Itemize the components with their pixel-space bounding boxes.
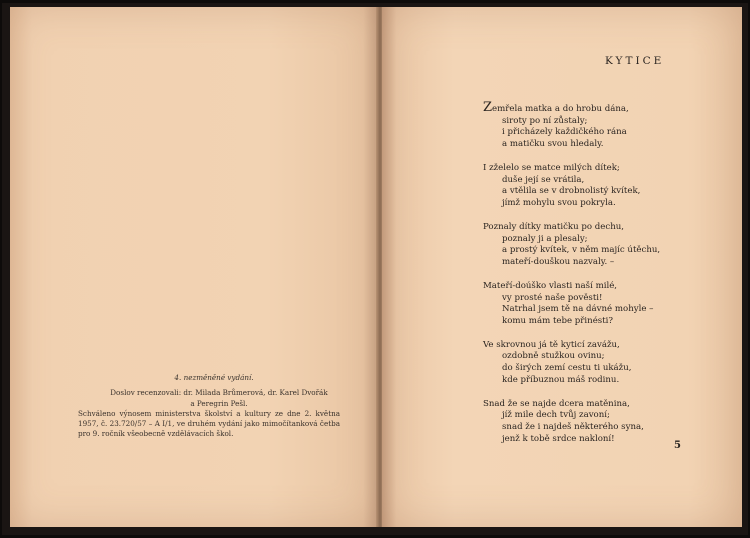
verse-line: jíž mile dech tvůj zavoní; [502, 410, 610, 421]
verse-line: Snad že se najde dcera matěnina, [483, 398, 630, 409]
verse-line: siroty po ní zůstaly; [502, 115, 588, 126]
verse-line: jenž k tobě srdce nakloní! [502, 433, 615, 444]
verse-line: komu mám tebe přinésti? [502, 315, 614, 326]
verse-line: Ve skrovnou já tě kyticí zavážu, [483, 339, 620, 350]
verse-line: do širých zemí cestu ti ukážu, [502, 363, 632, 374]
verse-line: mateří-douškou nazvaly. – [502, 256, 615, 267]
verse-line: Mateří-doúško vlasti naší milé, [483, 280, 618, 291]
stanza [483, 281, 713, 327]
verse-line: kde příbuznou máš rodinu. [502, 374, 620, 385]
verse-line: jímž mohylu svou pokryla. [502, 197, 616, 208]
verse-line: I zželelo se matce milých dítek; [483, 162, 620, 173]
verse-line: a prostý kvítek, v něm majíc útěchu, [502, 245, 661, 256]
stanza [483, 399, 713, 445]
reviewers-line: Doslov recenzovali: dr. Milada Brůmerová, dr. Karel Dvořák [110, 388, 328, 398]
page-title: KYTICE [605, 55, 665, 67]
verse-line: ozdobně stužkou ovinu; [502, 351, 605, 362]
stanza [483, 163, 713, 209]
verse-line: a matičku svou hledaly. [502, 138, 604, 149]
verse-line: poznaly ji a plesaly; [502, 233, 588, 244]
approval-note: Schváleno výnosem ministerstva školství a kultury ze dne 2. května 1957, č. 23.720/57 – A I/1, ve druhém vydání jako mimočítanková četba pro 9. ročník všeobecně vzdělávacích škol. [78, 408, 340, 439]
verse-line: i přicházely každičkého rána [502, 127, 627, 138]
verse-line: duše její se vrátila, [502, 174, 585, 185]
edition-note: 4. nezměněné vydání. [174, 373, 254, 382]
page-number: 5 [674, 440, 681, 451]
stanza [483, 102, 713, 150]
stanza [483, 222, 713, 268]
verse-line: Natrhal jsem tě na dávné mohyle – [502, 304, 654, 315]
verse-line: Zemřela matka a do hrobu dána, [483, 100, 629, 115]
verse-line: a vtělila se v drobnolistý kvítek, [502, 186, 641, 197]
stanza [483, 340, 713, 386]
left-page [10, 7, 378, 527]
imprint-block [78, 373, 340, 440]
verse-line: snad že i najdeš některého syna, [502, 422, 644, 433]
verse-line: Poznaly dítky matičku po dechu, [483, 221, 624, 232]
poem [483, 102, 713, 458]
reviewers-line-2: a Peregrin Pešl. [190, 398, 248, 408]
verse-line: vy prosté naše pověsti! [502, 292, 603, 303]
